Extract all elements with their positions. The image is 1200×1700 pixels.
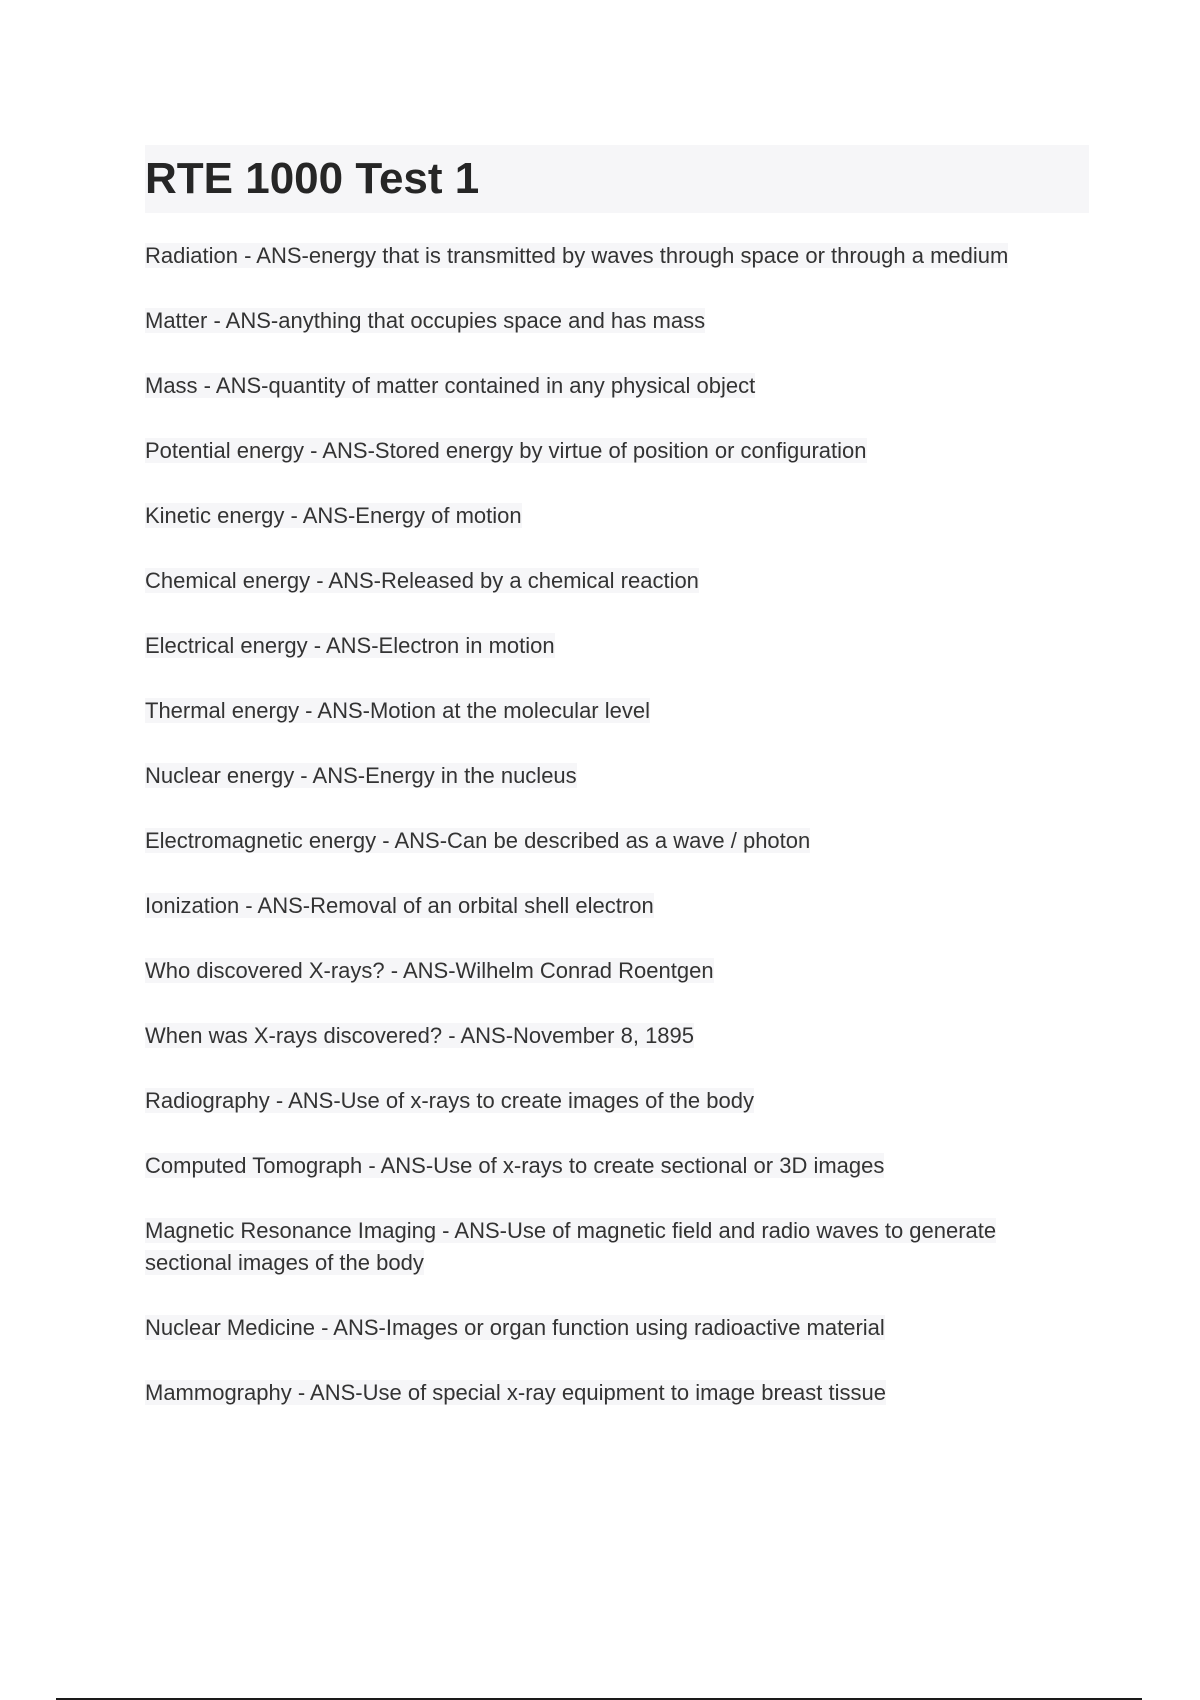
list-item [145,760,1089,792]
qa-text: Matter - ANS-anything that occupies space and has mass [145,308,706,333]
list-item [145,1312,1089,1344]
qa-text: Nuclear energy - ANS-Energy in the nucleus [145,763,577,788]
qa-text: Magnetic Resonance Imaging - ANS-Use of magnetic field and radio waves to generate sectional images of the body [145,1218,997,1275]
list-item [145,1020,1089,1052]
qa-text: Nuclear Medicine - ANS-Images or organ function using radioactive material [145,1315,885,1340]
list-item [145,240,1089,272]
list-item [145,825,1089,857]
qa-text: Kinetic energy - ANS-Energy of motion [145,503,522,528]
qa-text: Mammography - ANS-Use of special x-ray equipment to image breast tissue [145,1380,886,1405]
list-item [145,565,1089,597]
qa-text: Who discovered X-rays? - ANS-Wilhelm Conrad Roentgen [145,958,714,983]
qa-text: Chemical energy - ANS-Released by a chemical reaction [145,568,699,593]
list-item [145,695,1089,727]
list-item [145,630,1089,662]
list-item [145,890,1089,922]
qa-text: When was X-rays discovered? - ANS-November 8, 1895 [145,1023,695,1048]
list-item [145,955,1089,987]
list-item [145,1215,1089,1279]
qa-text: Electromagnetic energy - ANS-Can be described as a wave / photon [145,828,811,853]
list-item [145,1377,1089,1409]
page-title: RTE 1000 Test 1 [145,154,480,203]
qa-text: Radiography - ANS-Use of x-rays to create images of the body [145,1088,754,1113]
qa-text: Mass - ANS-quantity of matter contained in any physical object [145,373,756,398]
qa-text: Thermal energy - ANS-Motion at the molecular level [145,698,650,723]
qa-text: Potential energy - ANS-Stored energy by virtue of position or configuration [145,438,867,463]
qa-text: Ionization - ANS-Removal of an orbital shell electron [145,893,654,918]
qa-text: Radiation - ANS-energy that is transmitted by waves through space or through a medium [145,243,1009,268]
title-bar [145,145,1089,213]
list-item [145,500,1089,532]
list-item [145,435,1089,467]
qa-list [145,240,1089,1442]
list-item [145,370,1089,402]
list-item [145,1085,1089,1117]
list-item [145,305,1089,337]
list-item [145,1150,1089,1182]
qa-text: Electrical energy - ANS-Electron in motion [145,633,555,658]
qa-text: Computed Tomograph - ANS-Use of x-rays to create sectional or 3D images [145,1153,885,1178]
